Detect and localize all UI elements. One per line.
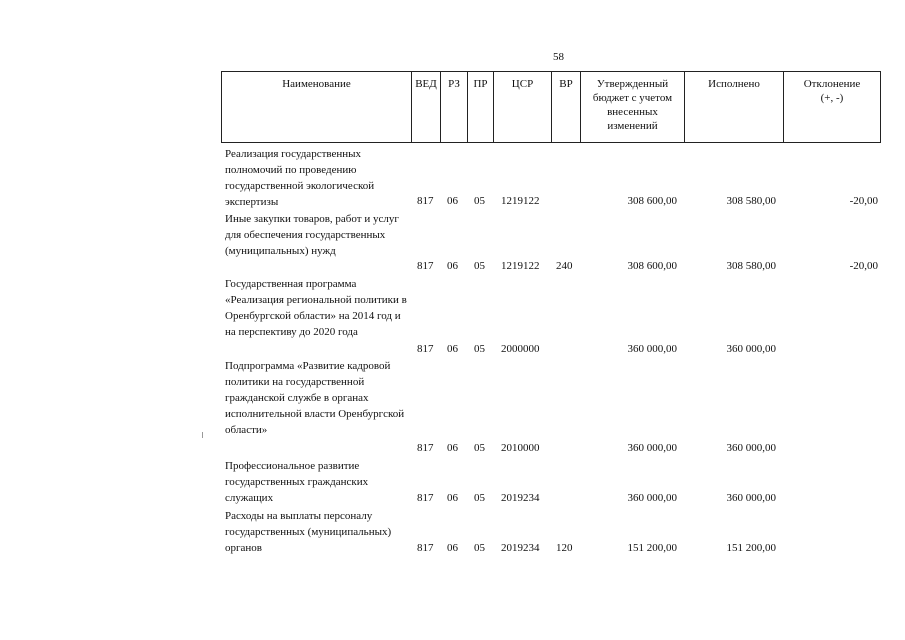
row-csr: 2010000 bbox=[501, 442, 540, 454]
row-executed: 308 580,00 bbox=[726, 195, 776, 207]
header-cell-csr bbox=[493, 71, 552, 143]
row-ved: 817 bbox=[417, 195, 434, 207]
row-ved: 817 bbox=[417, 492, 434, 504]
row-name: Государственная программа «Реализация региональной политики в Оренбургской области» на 2014 год и на перспективу до 2020 года bbox=[225, 278, 407, 338]
row-approved: 151 200,00 bbox=[627, 542, 677, 554]
row-name: Профессиональное развитие государственных гражданских служащих bbox=[225, 460, 369, 504]
header-cell-executed bbox=[684, 71, 784, 143]
row-executed: 151 200,00 bbox=[726, 542, 776, 554]
header-cell-vr bbox=[551, 71, 581, 143]
row-csr: 1219122 bbox=[501, 260, 540, 272]
row-executed: 360 000,00 bbox=[726, 343, 776, 355]
row-executed: 360 000,00 bbox=[726, 442, 776, 454]
row-csr: 1219122 bbox=[501, 195, 540, 207]
header-cell-ved bbox=[411, 71, 441, 143]
row-csr: 2019234 bbox=[501, 542, 540, 554]
row-rz: 06 bbox=[447, 343, 458, 355]
header-executed-label: Исполнено bbox=[708, 78, 760, 90]
row-rz: 06 bbox=[447, 442, 458, 454]
row-pr: 05 bbox=[474, 260, 485, 272]
row-deviation: -20,00 bbox=[849, 195, 878, 207]
row-deviation: -20,00 bbox=[849, 260, 878, 272]
row-pr: 05 bbox=[474, 442, 485, 454]
row-approved: 360 000,00 bbox=[627, 492, 677, 504]
row-ved: 817 bbox=[417, 442, 434, 454]
row-pr: 05 bbox=[474, 492, 485, 504]
header-name-label: Наименование bbox=[282, 78, 351, 90]
row-ved: 817 bbox=[417, 260, 434, 272]
row-name: Подпрограмма «Развитие кадровой политики на государственной гражданской службе в органах исполнительной власти Оренбургской области» bbox=[225, 360, 405, 436]
row-csr: 2019234 bbox=[501, 492, 540, 504]
row-name: Иные закупки товаров, работ и услуг для обеспечения государственных (муниципальных) нужд bbox=[225, 213, 399, 257]
header-ved-label: ВЕД bbox=[415, 78, 437, 90]
header-cell-approved bbox=[580, 71, 685, 143]
header-csr-label: ЦСР bbox=[511, 78, 534, 90]
row-executed: 308 580,00 bbox=[726, 260, 776, 272]
row-pr: 05 bbox=[474, 542, 485, 554]
row-executed: 360 000,00 bbox=[726, 492, 776, 504]
row-approved: 360 000,00 bbox=[627, 343, 677, 355]
row-pr: 05 bbox=[474, 343, 485, 355]
header-approved-label: Утвержденный бюджет с учетом внесенных изменений bbox=[592, 78, 673, 132]
header-cell-name bbox=[221, 71, 412, 143]
row-name: Реализация государственных полномочий по проведению государственной экологической экспертизы bbox=[225, 148, 375, 208]
row-ved: 817 bbox=[417, 542, 434, 554]
row-rz: 06 bbox=[447, 492, 458, 504]
row-csr: 2000000 bbox=[501, 343, 540, 355]
header-rz-label: РЗ bbox=[448, 78, 460, 90]
row-vr: 240 bbox=[556, 260, 573, 272]
header-cell-deviation bbox=[783, 71, 881, 143]
row-approved: 360 000,00 bbox=[627, 442, 677, 454]
page-number: 58 bbox=[553, 51, 564, 63]
row-approved: 308 600,00 bbox=[627, 260, 677, 272]
row-rz: 06 bbox=[447, 195, 458, 207]
header-deviation-label: Отклонение (+, -) bbox=[803, 78, 861, 104]
scan-mark bbox=[202, 432, 203, 438]
row-approved: 308 600,00 bbox=[627, 195, 677, 207]
row-rz: 06 bbox=[447, 260, 458, 272]
row-pr: 05 bbox=[474, 195, 485, 207]
row-vr: 120 bbox=[556, 542, 573, 554]
header-cell-rz bbox=[440, 71, 468, 143]
header-cell-pr bbox=[467, 71, 494, 143]
header-pr-label: ПР bbox=[473, 78, 488, 90]
row-ved: 817 bbox=[417, 343, 434, 355]
row-name: Расходы на выплаты персоналу государственных (муниципальных) органов bbox=[225, 510, 392, 554]
row-rz: 06 bbox=[447, 542, 458, 554]
header-vr-label: ВР bbox=[559, 78, 573, 90]
